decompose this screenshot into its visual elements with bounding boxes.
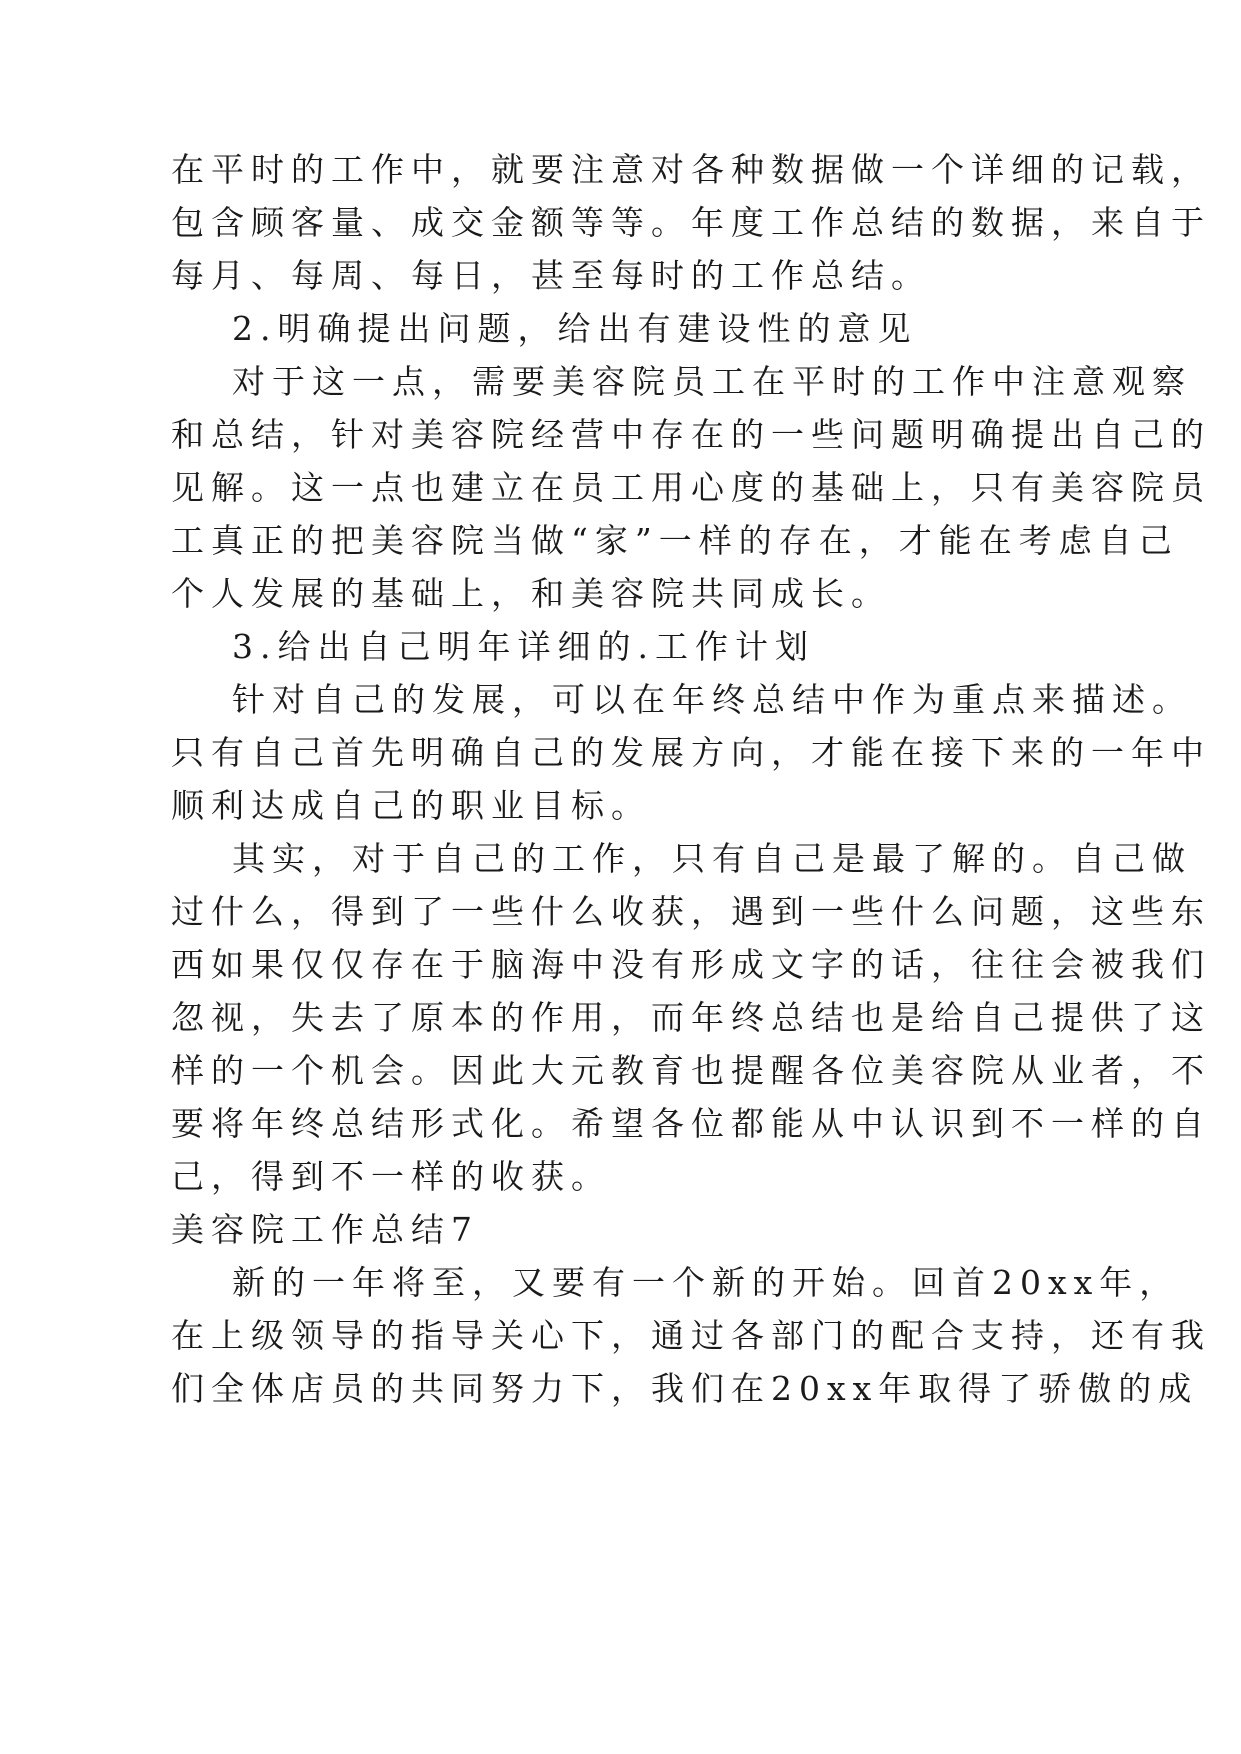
text-line-19: 要将年终总结形式化。希望各位都能从中认识到不一样的自 (171, 1104, 1211, 1143)
text-line-23: 在上级领导的指导关心下，通过各部门的配合支持，还有我 (171, 1316, 1211, 1355)
section-heading-2: 2.明确提出问题，给出有建设性的意见 (232, 309, 918, 348)
text-line-22: 新的一年将至，又要有一个新的开始。回首20xx年， (232, 1263, 1180, 1302)
text-line-20: 己，得到不一样的收获。 (171, 1157, 611, 1196)
text-line-5: 对于这一点，需要美容院员工在平时的工作中注意观察 (232, 362, 1192, 401)
text-line-7: 见解。这一点也建立在员工用心度的基础上，只有美容院员 (171, 468, 1211, 507)
text-line-16: 西如果仅仅存在于脑海中没有形成文字的话，往往会被我们 (171, 945, 1211, 984)
text-line-3: 每月、每周、每日，甚至每时的工作总结。 (171, 256, 931, 295)
text-line-8: 工真正的把美容院当做“家”一样的存在，才能在考虑自己 (171, 521, 1179, 560)
text-line-14: 其实，对于自己的工作，只有自己是最了解的。自己做 (232, 839, 1192, 878)
text-line-12: 只有自己首先明确自己的发展方向，才能在接下来的一年中 (171, 733, 1211, 772)
text-line-18: 样的一个机会。因此大元教育也提醒各位美容院从业者，不 (171, 1051, 1211, 1090)
text-line-6: 和总结，针对美容院经营中存在的一些问题明确提出自己的 (171, 415, 1211, 454)
text-line-13: 顺利达成自己的职业目标。 (171, 786, 651, 825)
text-line-1: 在平时的工作中，就要注意对各种数据做一个详细的记载， (171, 150, 1211, 189)
text-line-15: 过什么，得到了一些什么收获，遇到一些什么问题，这些东 (171, 892, 1211, 931)
section-heading-3: 3.给出自己明年详细的.工作计划 (232, 627, 815, 666)
document-section-title: 美容院工作总结7 (171, 1210, 479, 1249)
text-line-2: 包含顾客量、成交金额等等。年度工作总结的数据，来自于 (171, 203, 1211, 242)
text-line-9: 个人发展的基础上，和美容院共同成长。 (171, 574, 891, 613)
text-line-11: 针对自己的发展，可以在年终总结中作为重点来描述。 (232, 680, 1192, 719)
text-line-24: 们全体店员的共同努力下，我们在20xx年取得了骄傲的成 (171, 1369, 1199, 1408)
text-line-17: 忽视，失去了原本的作用，而年终总结也是给自己提供了这 (171, 998, 1211, 1037)
